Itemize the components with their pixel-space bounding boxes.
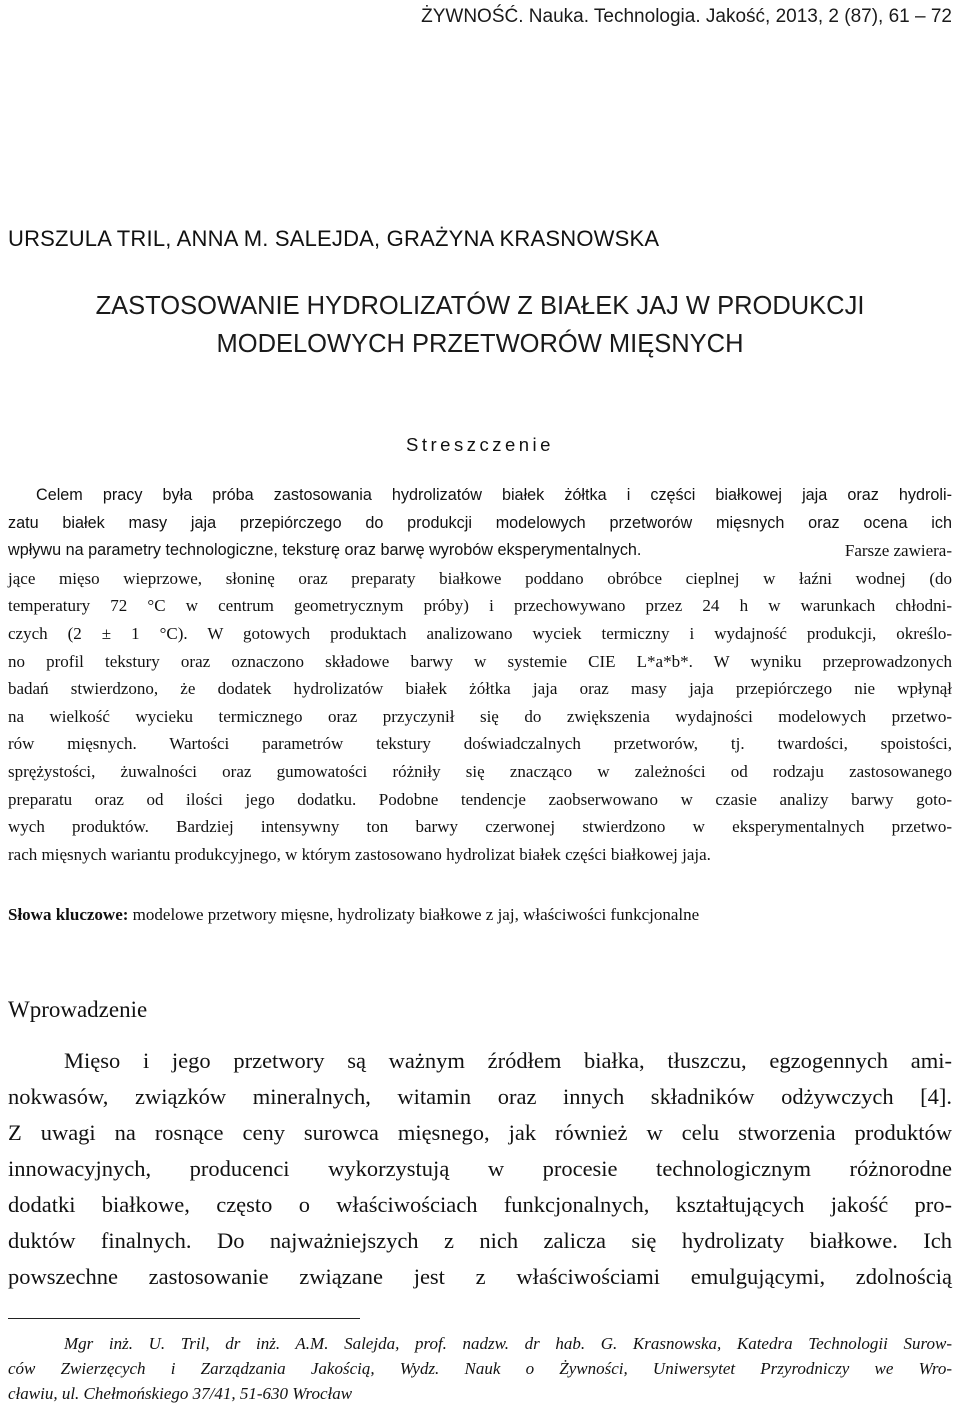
body-line: innowacyjnych, producenci wykorzystują w procesie technologicznym różnorodne xyxy=(8,1156,952,1181)
abstract-line-part: Farsze zawiera- xyxy=(844,541,952,561)
footnote-divider xyxy=(8,1318,360,1319)
section-heading: Wprowadzenie xyxy=(8,997,148,1022)
running-head: ŻYWNOŚĆ. Nauka. Technologia. Jakość, 2013, 2 (87), 61 – 72 xyxy=(421,6,952,27)
abstract-line: rów mięsnych. Wartości parametrów tekstury doświadczalnych przetworów, tj. twardości, spoistości, xyxy=(8,734,952,754)
abstract-line: czych (2 ± 1 °C). W gotowych produktach analizowano wyciek termiczny i wydajność produkcji, określo- xyxy=(8,623,952,643)
abstract-line: Celem pracy była próba zastosowania hydrolizatów białek żółtka i części białkowej jaja oraz hydroli- xyxy=(36,486,952,504)
abstract-heading: Streszczenie xyxy=(406,434,554,455)
footnote-line: cławiu, ul. Chełmońskiego 37/41, 51-630 Wrocław xyxy=(8,1384,353,1403)
author-list: URSZULA TRIL, ANNA M. SALEJDA, GRAŻYNA KRASNOWSKA xyxy=(8,226,660,251)
abstract-line: jące mięso wieprzowe, słoninę oraz preparaty białkowe poddano obróbce cieplnej w łaźni wodnej (do xyxy=(8,568,952,588)
keywords-label: Słowa kluczowe: xyxy=(8,905,129,924)
body-line: nokwasów, związków mineralnych, witamin oraz innych składników odżywczych [4]. xyxy=(8,1084,952,1109)
keywords-text: modelowe przetwory mięsne, hydrolizaty białkowe z jaj, właściwości funkcjonalne xyxy=(128,905,700,924)
body-line: dodatki białkowe, często o właściwościach funkcjonalnych, kształtujących jakość pro- xyxy=(8,1192,952,1217)
footnote xyxy=(8,1331,952,1406)
body-line: powszechne zastosowanie związane jest z właściwościami emulgującymi, zdolnością xyxy=(8,1264,952,1289)
abstract-line: no profil tekstury oraz oznaczono składowe barwy w systemie CIE L*a*b*. W wyniku przeprowadzonych xyxy=(8,651,952,671)
abstract-line: badań stwierdzono, że dodatek hydrolizatów białek żółtka jaja oraz masy jaja przepiórczego nie wpłynął xyxy=(8,679,952,699)
section-body xyxy=(8,1043,952,1295)
body-line: duktów finalnych. Do najważniejszych z nich zalicza się hydrolizaty białkowe. Ich xyxy=(8,1228,952,1253)
article-title xyxy=(0,287,960,363)
title-line: ZASTOSOWANIE HYDROLIZATÓW Z BIAŁEK JAJ W PRODUKCJI xyxy=(95,292,865,320)
footnote-line: ców Zwierzęcych i Zarządzania Jakością, Wydz. Nauk o Żywności, Uniwersytet Przyrodniczy we Wro- xyxy=(8,1359,952,1378)
abstract-line: temperatury 72 °C w centrum geometrycznym próby) i przechowywano przez 24 h w warunkach chłodni- xyxy=(8,596,952,616)
body-line: Mięso i jego przetwory są ważnym źródłem białka, tłuszczu, egzogennych ami- xyxy=(64,1048,952,1073)
abstract-line-part: wpływu na parametry technologiczne, teksturę oraz barwę wyrobów eksperymentalnych. xyxy=(8,541,642,560)
footnote-line: Mgr inż. U. Tril, dr inż. A.M. Salejda, prof. nadzw. dr hab. G. Krasnowska, Katedra Technologii Surow- xyxy=(64,1334,952,1353)
abstract-line: sprężystości, żuwalności oraz gumowatości różniły się znacząco w zależności od rodzaju zastosowanego xyxy=(8,761,952,781)
abstract-line: preparatu oraz od ilości jego dodatku. Podobne tendencje zaobserwowano w czasie analizy barwy goto- xyxy=(8,789,952,809)
title-line: MODELOWYCH PRZETWORÓW MIĘSNYCH xyxy=(216,330,744,358)
abstract-line: rach mięsnych wariantu produkcyjnego, w którym zastosowano hydrolizat białek części białkowej jaja. xyxy=(8,844,711,864)
abstract-body xyxy=(8,482,952,868)
abstract-line: na wielkość wycieku termicznego oraz przyczynił się do zwiększenia wydajności modelowych przetwo- xyxy=(8,706,952,726)
body-line: Z uwagi na rosnące ceny surowca mięsnego, jak również w celu stworzenia produktów xyxy=(8,1120,952,1145)
abstract-line: wych produktów. Bardziej intensywny ton barwy czerwonej stwierdzono w eksperymentalnych przetwo- xyxy=(8,817,952,837)
abstract-line: zatu białek masy jaja przepiórczego do produkcji modelowych przetworów mięsnych oraz ocena ich xyxy=(8,513,952,532)
keywords xyxy=(8,905,952,925)
abstract-line-mixed xyxy=(8,537,952,565)
